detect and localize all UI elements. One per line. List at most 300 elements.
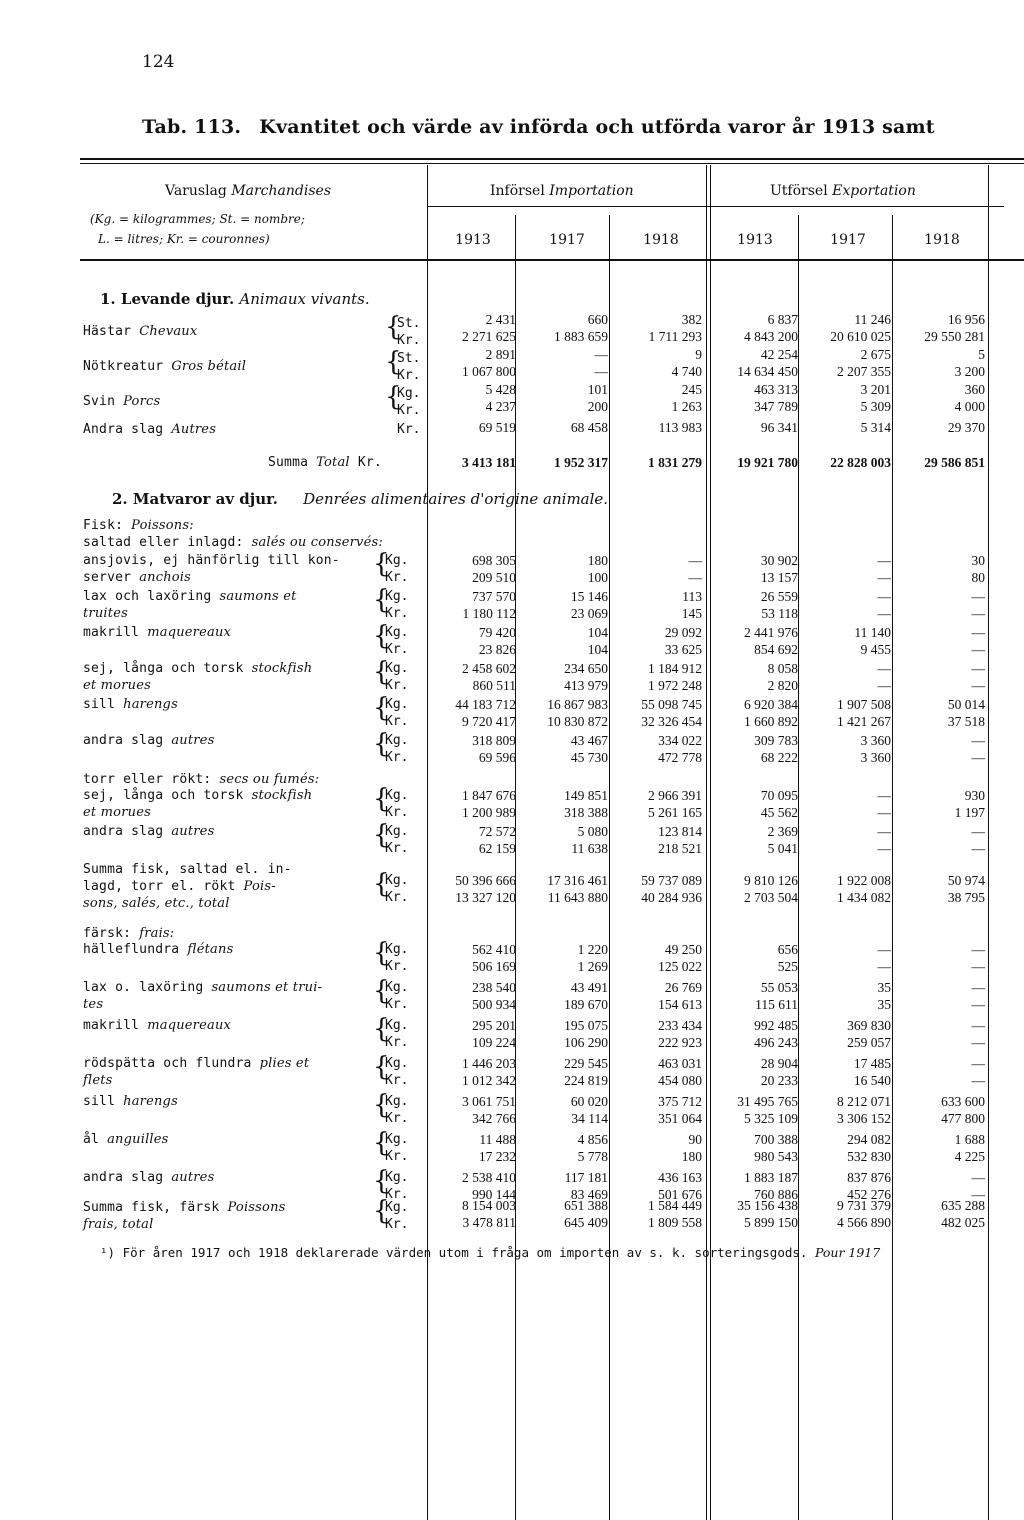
- year-export-1918: 1918: [924, 232, 960, 248]
- torr-heading: torr eller rökt: secs ou fumés:: [83, 772, 320, 787]
- table-cell: 26 769: [664, 980, 702, 995]
- table-cell: 496 243: [754, 1035, 798, 1050]
- table-cell: —: [877, 661, 891, 676]
- table-cell: 113 983: [658, 420, 702, 435]
- table-cell: —: [877, 841, 891, 856]
- header-export: Utförsel Exportation: [770, 183, 916, 199]
- table-cell: —: [971, 997, 985, 1012]
- table-cell: 29 370: [947, 420, 985, 435]
- table-cell: 14 634 450: [737, 364, 798, 379]
- table-cell: 4 856: [577, 1132, 608, 1147]
- table-cell: 8 212 071: [837, 1094, 891, 1109]
- table-cell: —: [971, 642, 985, 657]
- table-cell: 123 814: [658, 824, 702, 839]
- table-cell: 1 847 676: [462, 788, 516, 803]
- unit-label: Kg.: [385, 1018, 409, 1033]
- col-line: [609, 215, 610, 1520]
- unit-label: Kr.: [397, 368, 421, 383]
- label-part: Autres: [171, 422, 217, 437]
- table-cell: —: [971, 824, 985, 839]
- table-cell: 69 519: [478, 420, 516, 435]
- label-part: Hästar: [83, 324, 132, 339]
- table-cell: 22 828 003: [830, 455, 891, 470]
- table-cell: 149 851: [564, 788, 608, 803]
- summa-salt-2: [83, 879, 276, 894]
- unit-label: Kr.: [385, 1073, 409, 1088]
- header-varuslag: Varuslag Marchandises: [165, 183, 332, 199]
- table-cell: 1 197: [954, 805, 985, 820]
- fisk-heading: Fisk: Poissons:: [83, 518, 194, 533]
- fresh-label: [83, 1132, 169, 1147]
- brace: {: [373, 938, 390, 968]
- unit-label: Kg.: [385, 1132, 409, 1147]
- table-cell: 90: [688, 1132, 702, 1147]
- label-part: ansjovis, ej hänförlig till kon-: [83, 553, 340, 568]
- table-cell: 525: [777, 959, 798, 974]
- label-part: anchois: [139, 570, 192, 585]
- unit-label: Kr.: [385, 1217, 409, 1232]
- table-cell: 1 584 449: [648, 1198, 702, 1213]
- table-cell: —: [971, 1170, 985, 1185]
- table-cell: 17 316 461: [547, 873, 608, 888]
- label-part: andra slag: [83, 824, 164, 839]
- table-cell: 72 572: [478, 824, 516, 839]
- table-cell: 454 080: [658, 1073, 702, 1088]
- table-cell: 660: [587, 312, 608, 327]
- table-cell: 5 309: [860, 399, 891, 414]
- table-cell: 50 014: [947, 697, 985, 712]
- unit-label: St.: [397, 351, 421, 366]
- unit-label: Kg.: [385, 733, 409, 748]
- unit-label: Kr.: [385, 606, 409, 621]
- table-cell: 35: [877, 980, 891, 995]
- title-text: Kvantitet och värde av införda och utförda varor år 1913 samt: [259, 116, 935, 138]
- table-cell: 59 737 089: [641, 873, 702, 888]
- label-part: sons, salés, etc., total: [83, 896, 230, 911]
- table-cell: 3 201: [860, 382, 891, 397]
- unit-label: Kg.: [385, 1170, 409, 1185]
- table-cell: 309 783: [754, 733, 798, 748]
- table-cell: 992 485: [754, 1018, 798, 1033]
- label-part: Svin: [83, 394, 116, 409]
- table-cell: 222 923: [658, 1035, 702, 1050]
- row-label: [83, 359, 246, 374]
- table-cell: 68 222: [760, 750, 798, 765]
- table-cell: 1 184 912: [648, 661, 702, 676]
- table-cell: 1 263: [671, 399, 702, 414]
- table-cell: —: [594, 364, 608, 379]
- table-cell: 117 181: [564, 1170, 608, 1185]
- table-cell: 295 201: [472, 1018, 516, 1033]
- table-cell: 20 610 025: [830, 329, 891, 344]
- summa-salt-3: [83, 896, 230, 911]
- label-part: frais, total: [83, 1217, 154, 1232]
- table-cell: 463 313: [754, 382, 798, 397]
- label-part: Total: [316, 455, 350, 470]
- label-part: Gros bétail: [171, 359, 247, 374]
- fresh-label: [83, 942, 233, 957]
- brace: {: [373, 1014, 390, 1044]
- table-cell: 23 069: [570, 606, 608, 621]
- col-line: [798, 215, 799, 1520]
- unit-label: Kr.: [397, 422, 421, 437]
- table-cell: —: [971, 1073, 985, 1088]
- table-cell: —: [971, 625, 985, 640]
- label-part: sej, långa och torsk: [83, 661, 244, 676]
- table-cell: 5 080: [577, 824, 608, 839]
- year-export-1917: 1917: [830, 232, 866, 248]
- table-cell: —: [971, 942, 985, 957]
- table-cell: 29 586 851: [924, 455, 985, 470]
- unit-label: Kr.: [385, 1149, 409, 1164]
- brace: {: [385, 382, 402, 412]
- unit-label: Kr.: [385, 714, 409, 729]
- table-cell: 351 064: [658, 1111, 702, 1126]
- table-cell: 33 625: [664, 642, 702, 657]
- table-cell: 23 826: [478, 642, 516, 657]
- table-cell: 17 485: [853, 1056, 891, 1071]
- label-part: sej, långa och torsk: [83, 788, 244, 803]
- unit-label: Kg.: [385, 1200, 409, 1215]
- table-cell: 562 410: [472, 942, 516, 957]
- footnote: ¹) För åren 1917 och 1918 deklarerade värden utom i fråga om importen av s. k. sorteringsgods. Pour 1917: [100, 1245, 881, 1260]
- table-cell: 4 237: [485, 399, 516, 414]
- summa-fresh-2: [83, 1217, 153, 1232]
- table-cell: 1 883 659: [554, 329, 608, 344]
- label-part: anguilles: [107, 1132, 169, 1147]
- table-cell: —: [971, 678, 985, 693]
- row-label: [83, 422, 216, 437]
- table-cell: 532 830: [847, 1149, 891, 1164]
- table-cell: 980 543: [754, 1149, 798, 1164]
- table-cell: 369 830: [847, 1018, 891, 1033]
- table-cell: 101: [587, 382, 608, 397]
- table-cell: 16 956: [947, 312, 985, 327]
- label-part: maquereaux: [147, 625, 232, 640]
- label-part: rödspätta och flundra: [83, 1056, 252, 1071]
- table-cell: 189 670: [564, 997, 608, 1012]
- summa-fresh-1: [83, 1200, 286, 1215]
- table-cell: 50 396 666: [455, 873, 516, 888]
- fish-label: [83, 697, 178, 712]
- table-cell: —: [877, 805, 891, 820]
- table-cell: 854 692: [754, 642, 798, 657]
- table-cell: 62 159: [478, 841, 516, 856]
- table-cell: 145: [681, 606, 702, 621]
- unit-label: Kr.: [385, 750, 409, 765]
- year-import-1913: 1913: [455, 232, 491, 248]
- header-legend-1: (Kg. = kilogrammes; St. = nombre;: [90, 212, 305, 226]
- unit-label: Kg.: [385, 589, 409, 604]
- label-part: et morues: [83, 678, 151, 693]
- table-cell: 109 224: [472, 1035, 516, 1050]
- table-number: Tab. 113.: [142, 116, 242, 138]
- table-cell: 1 180 112: [462, 606, 516, 621]
- table-cell: 1 200 989: [462, 805, 516, 820]
- unit-label: Kr.: [385, 890, 409, 905]
- label-part: saumons et trui-: [211, 980, 323, 995]
- label-part: Poissons: [227, 1200, 286, 1215]
- table-cell: 990 144: [472, 1187, 516, 1202]
- table-cell: 6 920 384: [744, 697, 798, 712]
- label-part: Porcs: [123, 394, 161, 409]
- table-cell: 9 720 417: [462, 714, 516, 729]
- brace: {: [373, 621, 390, 651]
- fish-label: [83, 589, 297, 604]
- label-part: harengs: [123, 1094, 178, 1109]
- table-cell: 1 688: [954, 1132, 985, 1147]
- label-part: makrill: [83, 625, 140, 640]
- label-part: Andra slag: [83, 422, 164, 437]
- table-cell: 104: [587, 625, 608, 640]
- brace: {: [373, 1052, 390, 1082]
- col-line: [988, 165, 989, 1520]
- brace: {: [373, 820, 390, 850]
- header-import: Införsel Importation: [490, 183, 634, 199]
- table-cell: 3 360: [860, 750, 891, 765]
- table-cell: 80: [971, 570, 985, 585]
- table-cell: —: [971, 750, 985, 765]
- table-cell: —: [688, 570, 702, 585]
- table-cell: 83 469: [570, 1187, 608, 1202]
- table-cell: 1 434 082: [837, 890, 891, 905]
- table-cell: 1 952 317: [554, 455, 608, 470]
- table-cell: 45 562: [760, 805, 798, 820]
- table-cell: 651 388: [564, 1198, 608, 1213]
- fresh-label-2: [83, 997, 103, 1012]
- table-cell: 860 511: [472, 678, 516, 693]
- label-part: Chevaux: [139, 324, 198, 339]
- table-cell: 11 488: [479, 1132, 516, 1147]
- table-cell: 452 276: [847, 1187, 891, 1202]
- unit-label: Kg.: [385, 661, 409, 676]
- label-part: et morues: [83, 805, 151, 820]
- table-cell: —: [971, 733, 985, 748]
- table-cell: 1 446 203: [462, 1056, 516, 1071]
- table-cell: 9 731 379: [837, 1198, 891, 1213]
- table-cell: 96 341: [760, 420, 798, 435]
- unit-label: Kr.: [385, 805, 409, 820]
- table-cell: 37 518: [947, 714, 985, 729]
- table-cell: 2 458 602: [462, 661, 516, 676]
- col-line: [892, 215, 893, 1520]
- table-cell: 501 676: [658, 1187, 702, 1202]
- table-cell: 8 058: [767, 661, 798, 676]
- table-cell: 44 183 712: [455, 697, 516, 712]
- table-cell: 382: [681, 312, 702, 327]
- fish-label-2: [83, 570, 191, 585]
- table-cell: 6 837: [767, 312, 798, 327]
- table-cell: —: [971, 841, 985, 856]
- label-part: Summa fisk, saltad el. in-: [83, 862, 292, 877]
- dry-label: [83, 824, 214, 839]
- table-cell: 700 388: [754, 1132, 798, 1147]
- table-cell: —: [971, 1056, 985, 1071]
- table-cell: 2 966 391: [648, 788, 702, 803]
- brace: {: [373, 1128, 390, 1158]
- table-cell: —: [971, 1035, 985, 1050]
- fresh-label: [83, 980, 322, 995]
- label-part: autres: [171, 824, 215, 839]
- unit-label: Kr.: [397, 333, 421, 348]
- table-cell: —: [877, 678, 891, 693]
- table-cell: 259 057: [847, 1035, 891, 1050]
- table-cell: 53 118: [761, 606, 798, 621]
- table-cell: 8 154 003: [462, 1198, 516, 1213]
- table-cell: 234 650: [564, 661, 608, 676]
- table-cell: 29 550 281: [924, 329, 985, 344]
- fish-label-2: [83, 606, 128, 621]
- label-part: andra slag: [83, 1170, 164, 1185]
- table-cell: 13 157: [760, 570, 798, 585]
- table-cell: —: [971, 959, 985, 974]
- table-cell: 1 220: [577, 942, 608, 957]
- table-cell: —: [877, 824, 891, 839]
- table-cell: —: [877, 570, 891, 585]
- table-cell: 500 934: [472, 997, 516, 1012]
- unit-label: Kr.: [385, 1111, 409, 1126]
- year-import-1918: 1918: [643, 232, 679, 248]
- table-cell: 4 225: [954, 1149, 985, 1164]
- label-part: stockfish: [251, 788, 313, 803]
- table-cell: 2 891: [485, 347, 516, 362]
- label-part: lagd, torr el. rökt: [83, 879, 236, 894]
- unit-label: Kr.: [385, 841, 409, 856]
- table-cell: —: [877, 959, 891, 974]
- table-cell: 1 067 800: [462, 364, 516, 379]
- table-cell: 5 428: [485, 382, 516, 397]
- table-cell: —: [971, 1018, 985, 1033]
- table-cell: 125 022: [658, 959, 702, 974]
- unit-label: Kr.: [385, 678, 409, 693]
- fresh-label: [83, 1018, 231, 1033]
- table-cell: 180: [587, 553, 608, 568]
- fish-label: [83, 625, 231, 640]
- table-cell: 29 092: [664, 625, 702, 640]
- page-number: 124: [142, 52, 175, 72]
- table-cell: 318 388: [564, 805, 608, 820]
- table-cell: 38 795: [947, 890, 985, 905]
- table-cell: 1 012 342: [462, 1073, 516, 1088]
- label-part: sill: [83, 1094, 116, 1109]
- table-cell: 4 566 890: [837, 1215, 891, 1230]
- table-cell: 3 061 751: [462, 1094, 516, 1109]
- table-cell: 9 810 126: [744, 873, 798, 888]
- table-cell: 154 613: [658, 997, 702, 1012]
- label-part: ål: [83, 1132, 100, 1147]
- label-part: autres: [171, 733, 215, 748]
- table-cell: 60 020: [570, 1094, 608, 1109]
- table-cell: 30: [971, 553, 985, 568]
- table-cell: 26 559: [760, 589, 798, 604]
- row-label: [83, 324, 197, 339]
- table-cell: 4 843 200: [744, 329, 798, 344]
- unit-label: Kg.: [385, 553, 409, 568]
- table-cell: 17 232: [478, 1149, 516, 1164]
- table-cell: 3 200: [954, 364, 985, 379]
- header-legend-2: L. = litres; Kr. = couronnes): [98, 232, 270, 246]
- table-cell: 3 478 811: [462, 1215, 516, 1230]
- table-cell: 104: [587, 642, 608, 657]
- table-cell: 837 876: [847, 1170, 891, 1185]
- table-cell: 31 495 765: [737, 1094, 798, 1109]
- table-cell: —: [971, 661, 985, 676]
- label-part: lax och laxöring: [83, 589, 212, 604]
- header-divider: [428, 206, 1004, 207]
- dry-label-2: [83, 805, 151, 820]
- table-cell: 10 830 872: [547, 714, 608, 729]
- table-cell: 2 431: [485, 312, 516, 327]
- table-cell: 2 820: [767, 678, 798, 693]
- table-cell: 115 611: [755, 997, 798, 1012]
- fish-label-2: [83, 678, 151, 693]
- brace: {: [373, 729, 390, 759]
- col-line: [706, 165, 707, 1520]
- table-cell: 42 254: [760, 347, 798, 362]
- table-cell: 16 540: [853, 1073, 891, 1088]
- fresh-label: [83, 1056, 309, 1071]
- label-part: Summa: [268, 455, 309, 470]
- table-cell: 224 819: [564, 1073, 608, 1088]
- year-import-1917: 1917: [549, 232, 585, 248]
- label-part: maquereaux: [147, 1018, 232, 1033]
- label-part: lax o. laxöring: [83, 980, 204, 995]
- table-cell: 3 360: [860, 733, 891, 748]
- unit-label: Kr.: [385, 1035, 409, 1050]
- label-part: saumons et: [219, 589, 297, 604]
- table-cell: 1 421 267: [837, 714, 891, 729]
- table-cell: 2 271 625: [462, 329, 516, 344]
- table-cell: 55 053: [760, 980, 798, 995]
- table-cell: 13 327 120: [455, 890, 516, 905]
- year-export-1913: 1913: [737, 232, 773, 248]
- label-part: flétans: [187, 942, 234, 957]
- table-cell: 1 809 558: [648, 1215, 702, 1230]
- table-cell: 40 284 936: [641, 890, 702, 905]
- table-cell: 656: [777, 942, 798, 957]
- table-cell: 737 570: [472, 589, 516, 604]
- table-cell: —: [971, 606, 985, 621]
- table-cell: —: [971, 980, 985, 995]
- table-cell: 1 907 508: [837, 697, 891, 712]
- brace: {: [373, 976, 390, 1006]
- table-cell: 35: [877, 997, 891, 1012]
- table-cell: 760 886: [754, 1187, 798, 1202]
- table-cell: 19 921 780: [737, 455, 798, 470]
- unit-label: Kg.: [397, 386, 421, 401]
- brace: {: [373, 784, 390, 814]
- unit-label: Kg.: [385, 788, 409, 803]
- table-cell: —: [688, 553, 702, 568]
- farsk-heading: färsk: frais:: [83, 926, 175, 941]
- table-cell: 55 098 745: [641, 697, 702, 712]
- brace: {: [385, 312, 402, 342]
- table-cell: 318 809: [472, 733, 516, 748]
- table-cell: 11 643 880: [547, 890, 608, 905]
- table-cell: 645 409: [564, 1215, 608, 1230]
- table-cell: —: [877, 788, 891, 803]
- table-cell: 334 022: [658, 733, 702, 748]
- table-cell: 9: [695, 347, 702, 362]
- brace: {: [373, 1196, 390, 1226]
- label-part: plies et: [259, 1056, 310, 1071]
- table-cell: 195 075: [564, 1018, 608, 1033]
- brace: {: [373, 585, 390, 615]
- brace: {: [385, 347, 402, 377]
- table-cell: 34 114: [571, 1111, 608, 1126]
- unit-label: Kg.: [385, 873, 409, 888]
- label-part: server: [83, 570, 132, 585]
